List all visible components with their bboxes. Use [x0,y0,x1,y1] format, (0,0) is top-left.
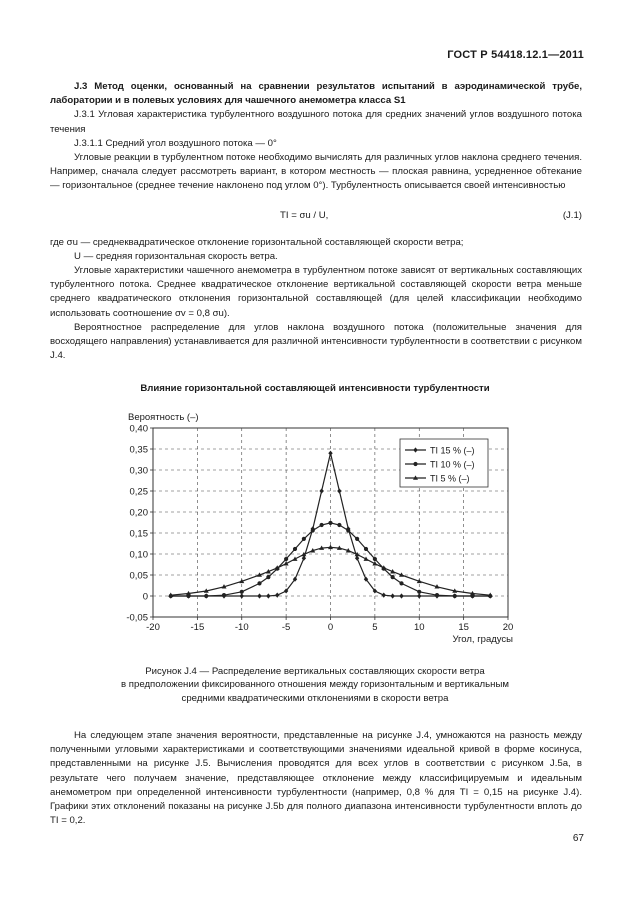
x-tick-label: -10 [234,622,249,633]
definition-u: U — средняя горизонтальная скорость ветра. [74,250,278,262]
body-text-bottom [50,729,582,828]
data-point [417,593,421,598]
definition-sigma: где σu — среднеквадратическое отклонение горизонтальной составляющей скорости ветра; [50,236,464,248]
data-point [240,593,244,598]
data-point [346,528,350,532]
y-tick-label: 0,20 [129,507,148,519]
y-tick-label: 0,40 [129,423,148,435]
x-tick-label: -15 [190,622,205,633]
data-point [240,590,244,594]
data-point [293,547,297,551]
y-tick-label: 0,15 [129,528,148,540]
data-point [204,594,208,598]
x-tick-label: 15 [458,622,469,633]
paragraph-j311: J.3.1.1 Средний угол воздушного потока — 0° [74,137,277,149]
x-tick-label: -5 [281,622,291,633]
chart-title: Влияние горизонтальной составляющей интенсивности турбулентности [140,383,490,394]
data-point [399,581,403,585]
x-axis-label: Угол, градусы [452,634,513,645]
figure-caption [0,665,630,705]
data-point [319,488,323,493]
y-tick-label: 0,35 [129,444,148,456]
data-point [302,537,306,541]
data-point [275,593,279,598]
y-tick-label: 0,30 [129,465,148,477]
y-tick-label: 0 [142,591,148,603]
data-point [266,593,270,598]
document-header: ГОСТ Р 54418.12.1—2011 [447,49,584,61]
paragraph-angular-reactions: Угловые реакции в турбулентном потоке необходимо вычислять для различных углов наклона среднего течения. Например, сначала следует рассмотреть вариант, в котором местность — плоская равнина, усредненное обтекание — горизонтальное (среднее течение наклонено под углом 0°). Турбулентность описывается своей интенсивностью [50,152,582,192]
caption-line-3: средними квадратическими отклонениями в скорости ветра [181,692,449,704]
paragraph-angular-characteristics: Угловые характеристики чашечного анемометра в турбулентном потоке зависят от вертикальных составляющих турбулентного потока. Среднее квадратическое отклонение вертикальной составляющей скорости ветра меньше среднего квадратического отклонения горизонтальной составляющей (для целей классификации необходимо использовать соотношение σv = 0,8 σu). [50,265,582,319]
data-point [328,451,332,456]
section-heading: J.3 Метод оценки, основанный на сравнении результатов испытаний в аэродинамической трубе, лаборатории и в полевых условиях для чашечного анемометра класса S1 [50,81,582,107]
data-point [390,593,394,598]
data-point [328,521,332,525]
body-text-top [50,80,582,363]
y-tick-label: 0,05 [129,570,148,582]
caption-line-2: в предположении фиксированного отношения между горизонтальным и вертикальным [121,679,509,691]
data-point [257,581,261,585]
x-tick-label: 5 [372,622,378,633]
data-point [355,556,359,561]
x-tick-label: 0 [327,622,334,633]
data-point [373,557,377,561]
y-tick-label: 0,25 [129,486,148,498]
data-point [266,575,270,579]
formula-block [50,205,582,227]
y-tick-label: -0,05 [126,612,148,624]
caption-line-1: Рисунок J.4 — Распределение вертикальных составляющих скорости ветра [145,666,485,677]
paragraph-j31: J.3.1 Угловая характеристика турбулентного воздушного потока для средних значений углов воздушного потока течения [50,109,582,135]
data-point [453,594,457,598]
data-point [337,488,341,493]
formula-number: (J.1) [562,209,582,221]
y-tick-label: 0,10 [129,549,148,561]
probability-chart [100,405,540,645]
x-tick-label: 20 [502,622,514,633]
data-point [382,593,386,598]
legend-label: TI 15 % (–) [430,445,475,456]
data-point [320,523,324,527]
page-number: 67 [572,833,584,844]
data-point [337,523,341,527]
x-tick-label: -20 [146,622,160,633]
data-point [399,593,403,598]
data-point [257,593,261,598]
formula-ti: TI = σu / U, [280,209,329,221]
legend-marker [413,462,417,466]
data-point [391,575,395,579]
data-point [355,537,359,541]
data-point [364,547,368,551]
data-point [222,593,226,597]
data-point [302,556,306,561]
data-point [417,590,421,594]
paragraph-probability-distribution: Вероятностное распределение для углов наклона воздушного потока (положительные значения для восходящего направления) устанавливается для различной интенсивности турбулентности в соответствии с рисунком J.4. [50,321,582,362]
data-point [311,528,315,532]
paragraph-next-stage: На следующем этапе значения вероятности, представленные на рисунке J.4, умножаются на разность между полученными угловыми характеристиками и соответствующими значениями идеальной кривой в форме косинуса, представленными на рисунке J.5. Вычисления проводятся для всех углов в соответствии с рисунком J.5а, в результате чего получаем значение, представляющее отклонение между классифицируемым и идеальным анемометром при определенной интенсивности турбулентности (например, 0,8 % для TI = 0,15 на рисунке J.4). Графики этих отклонений показаны на рисунке J.5b для полного диапазона интенсивности турбулентности вплоть до TI = 0,2. [50,730,582,827]
legend-label: TI 5 % (–) [430,473,470,484]
legend-label: TI 10 % (–) [430,459,475,470]
y-axis-label: Вероятность (–) [128,412,199,423]
x-tick-label: 10 [413,622,425,633]
data-point [435,593,439,597]
data-point [284,557,288,561]
